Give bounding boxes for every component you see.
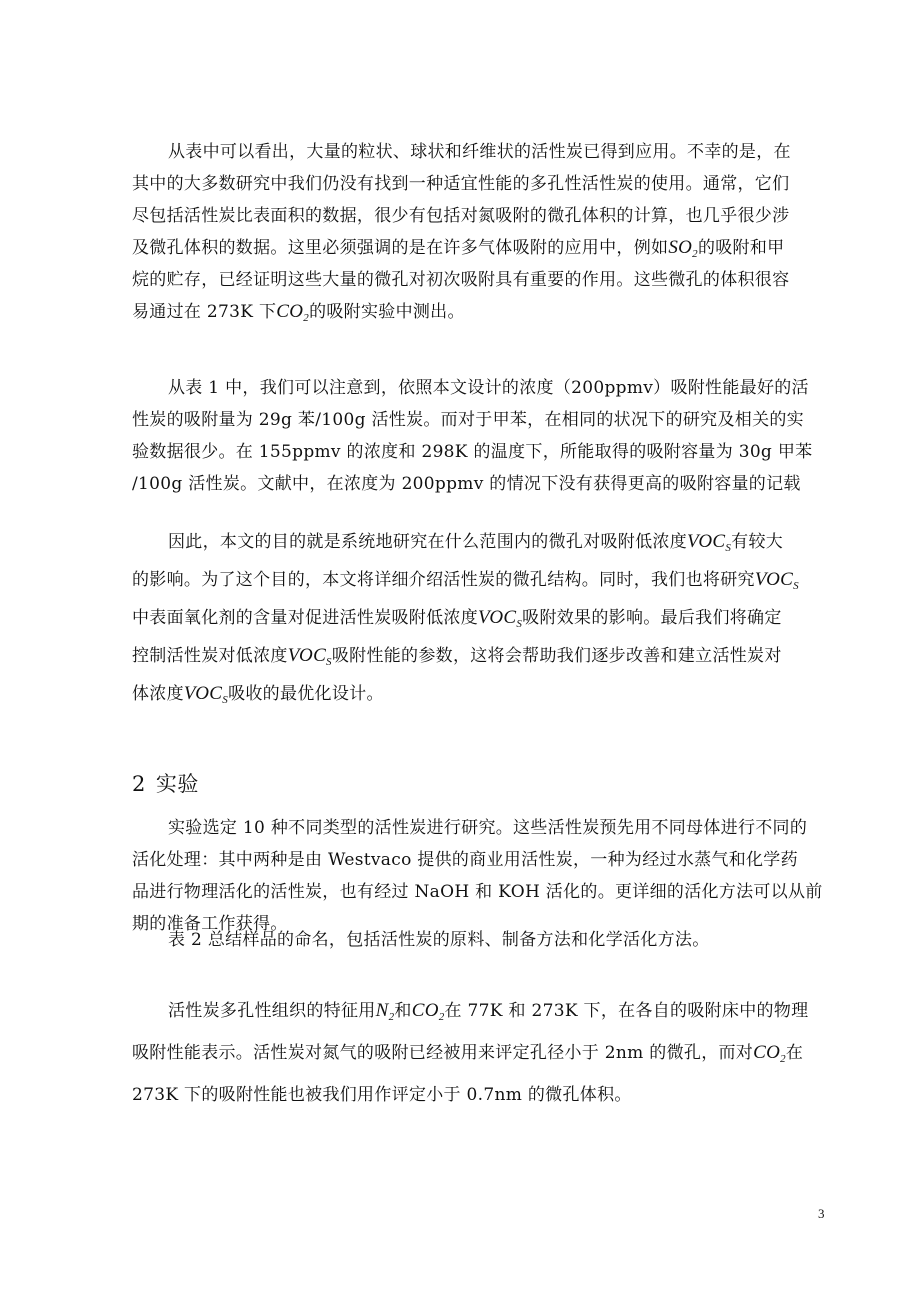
text-line: 及微孔体积的数据。这里必须强调的是在许多气体吸附的应用中，例如$SO_2$的吸附和甲 [132,237,785,260]
formula-vocs: $VOC_S$ [754,569,799,592]
section-title: 实验 [155,772,199,796]
text-line: 从表中可以看出，大量的粒状、球状和纤维状的活性炭已得到应用。不幸的是，在 [168,142,791,162]
text-line: 273K 下的吸附性能也被我们用作评定小于 0.7nm 的微孔体积。 [132,1085,632,1105]
text-line: 易通过在 273K 下$CO_2$的吸附实验中测出。 [132,301,465,324]
formula-co2: $CO_2$ [753,1042,786,1065]
paragraph-table1-summary [132,372,832,500]
formula-vocs: $VOC_S$ [478,607,523,630]
text-line: 中表面氧化剂的含量对促进活性炭吸附低浓度$VOC_S$吸附效果的影响。最后我们将确定 [132,607,782,630]
text-line: 验数据很少。在 155ppmv 的浓度和 298K 的温度下，所能取得的吸附容量为 30g 甲苯 [132,442,813,462]
paragraph-study-purpose [132,523,832,713]
text-line: 从表 1 中，我们可以注意到，依照本文设计的浓度（200ppmv）吸附性能最好的活 [168,378,809,398]
text-line: 控制活性炭对低浓度$VOC_S$吸附性能的参数，这将会帮助我们逐步改善和建立活性炭对 [132,645,782,668]
formula-vocs: $VOC_S$ [687,531,732,554]
text-line: 其中的大多数研究中我们仍没有找到一种适宜性能的多孔性活性炭的使用。通常，它们 [132,174,790,194]
formula-vocs: $VOC_S$ [287,645,332,668]
text-line: 体浓度$VOC_S$吸收的最优化设计。 [132,683,384,706]
section-heading [132,768,199,800]
text-line: 的影响。为了这个目的，本文将详细介绍活性炭的微孔结构。同时，我们也将研究$VOC_S$ [132,569,799,592]
text-line: 性炭的吸附量为 29g 苯/100g 活性炭。而对于甲苯，在相同的状况下的研究及相关的实 [132,410,804,430]
paragraph-experiment-samples [132,812,832,940]
formula-vocs: $VOC_S$ [183,683,229,706]
page-number: 3 [818,1206,825,1221]
text-line: 实验选定 10 种不同类型的活性炭进行研究。这些活性炭预先用不同母体进行不同的 [168,818,808,838]
paragraph-micropore-discussion [132,136,832,328]
text-line: 因此，本文的目的就是系统地研究在什么范围内的微孔对吸附低浓度$VOC_S$有较大 [168,531,784,554]
paragraph-table2-note [132,924,832,956]
formula-so2: $SO_2$ [668,237,698,260]
formula-co2: $CO_2$ [411,1000,445,1023]
text-line: 尽包括活性炭比表面积的数据，很少有包括对氮吸附的微孔体积的计算，也几乎很少涉 [132,206,790,226]
section-number: 2 [132,772,146,796]
text-line: 烷的贮存，已经证明这些大量的微孔对初次吸附具有重要的作用。这些微孔的体积很容 [132,270,790,290]
text-line: 表 2 总结样品的命名，包括活性炭的原料、制备方法和化学活化方法。 [168,930,710,950]
text-line: 期的准备工作获得。 [132,914,288,934]
formula-n2: $N_2$ [375,1000,395,1023]
text-line: 吸附性能表示。活性炭对氮气的吸附已经被用来评定孔径小于 2nm 的微孔，而对$CO_2$在 [132,1042,804,1065]
text-line: 活性炭多孔性组织的特征用$N_2$和$CO_2$在 77K 和 273K 下，在各自的吸附床中的物理 [168,1000,809,1023]
text-line: 活化处理：其中两种是由 Westvaco 提供的商业用活性炭，一种为经过水蒸气和化学药 [132,850,798,870]
formula-co2: $CO_2$ [276,301,310,324]
text-line: 品进行物理活化的活性炭，也有经过 NaOH 和 KOH 活化的。更详细的活化方法可以从前 [132,882,823,902]
text-line: /100g 活性炭。文献中，在浓度为 200ppmv 的情况下没有获得更高的吸附容量的记载 [132,474,801,494]
paragraph-characterization [132,990,832,1116]
